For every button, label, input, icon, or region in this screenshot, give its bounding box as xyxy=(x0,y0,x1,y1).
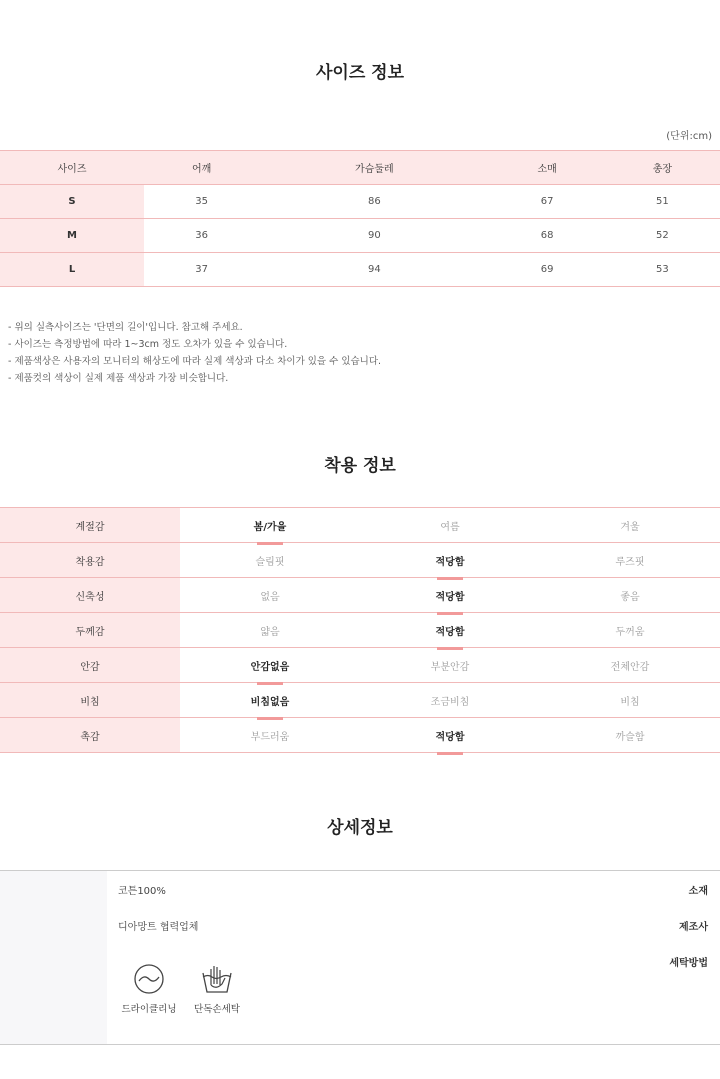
fit-label: 신축성 xyxy=(0,578,180,613)
wash-item-label: 드라이클리닝 xyxy=(121,1004,177,1015)
fit-option xyxy=(540,543,720,578)
fit-option xyxy=(360,543,540,578)
fit-option xyxy=(180,543,360,578)
header-cell: 가슴둘레 xyxy=(259,151,489,185)
size-table-header xyxy=(0,151,720,185)
note-line: - 사이즈는 측정방법에 따라 1~3cm 정도 오차가 있을 수 있습니다. xyxy=(8,339,288,350)
note-line: - 제품컷의 색상이 실제 제품 색상과 가장 비슷합니다. xyxy=(8,373,229,384)
header-cell: 총장 xyxy=(605,151,720,185)
fit-option xyxy=(180,508,360,543)
fit-table xyxy=(0,507,720,753)
fit-label: 두께감 xyxy=(0,613,180,648)
size-label: L xyxy=(0,253,144,287)
table-cell: 35 xyxy=(144,185,259,219)
fit-option-label: 비침 xyxy=(620,696,640,708)
table-cell: 69 xyxy=(490,253,605,287)
size-label: S xyxy=(0,185,144,219)
wash-item-label: 단독손세탁 xyxy=(194,1004,240,1015)
fit-option-label: 전체안감 xyxy=(610,661,650,673)
size-table xyxy=(0,150,720,287)
table-cell: 53 xyxy=(605,253,720,287)
fit-option-label: 얇음 xyxy=(260,626,280,638)
fit-option xyxy=(540,648,720,683)
fit-option xyxy=(540,578,720,613)
fit-option xyxy=(180,683,360,718)
table-row xyxy=(0,718,720,753)
table-row xyxy=(0,508,720,543)
header-cell: 어깨 xyxy=(144,151,259,185)
table-row xyxy=(0,683,720,718)
note-line: - 제품색상은 사용자의 모니터의 해상도에 따라 실제 색상과 다소 차이가 있을 수 있습니다. xyxy=(8,356,382,367)
table-row xyxy=(0,543,720,578)
wash-item-hand-wash xyxy=(182,963,252,1015)
note-line: - 위의 실측사이즈는 '단면의 길이'입니다. 참고해 주세요. xyxy=(8,322,243,333)
fit-option xyxy=(540,718,720,753)
fit-option-label: 겨울 xyxy=(620,521,640,533)
table-row xyxy=(0,613,720,648)
fit-option xyxy=(180,718,360,753)
fit-label: 안감 xyxy=(0,648,180,683)
fit-option xyxy=(360,578,540,613)
fit-option-label: 적당함 xyxy=(436,588,465,603)
fit-option xyxy=(540,508,720,543)
fit-option xyxy=(360,718,540,753)
fit-option xyxy=(180,648,360,683)
fit-option xyxy=(360,648,540,683)
fit-option-label: 없음 xyxy=(260,591,280,603)
fit-option xyxy=(540,683,720,718)
table-cell: 86 xyxy=(259,185,489,219)
fit-option-label: 조금비침 xyxy=(430,696,470,708)
detail-section-title: 상세정보 xyxy=(327,818,393,838)
fit-option-label: 슬림핏 xyxy=(255,556,285,568)
fit-option-label: 적당함 xyxy=(436,553,465,568)
fit-option-label: 까슬함 xyxy=(615,731,645,743)
maker-value: 디아망트 협력업체 xyxy=(118,922,199,933)
table-row xyxy=(0,253,720,287)
header-cell: 사이즈 xyxy=(0,151,144,185)
fit-option-label: 부드러움 xyxy=(250,731,290,743)
fit-option-label: 좋음 xyxy=(620,591,640,603)
fit-option-label: 봄/가을 xyxy=(254,518,287,533)
size-label: M xyxy=(0,219,144,253)
size-notes xyxy=(8,319,381,387)
unit-label: (단위:cm) xyxy=(666,131,712,142)
fit-option-label: 루즈핏 xyxy=(615,556,645,568)
fit-label: 착용감 xyxy=(0,543,180,578)
table-row xyxy=(0,219,720,253)
detail-table xyxy=(0,870,720,1045)
wash-label: 세탁방법 xyxy=(669,958,708,969)
fit-label: 비침 xyxy=(0,683,180,718)
table-row xyxy=(0,578,720,613)
material-label: 소재 xyxy=(688,886,708,897)
fit-option-label: 적당함 xyxy=(436,623,465,638)
fit-option xyxy=(180,613,360,648)
table-cell: 36 xyxy=(144,219,259,253)
table-row xyxy=(0,648,720,683)
material-value: 코튼100% xyxy=(118,886,166,897)
fit-label: 촉감 xyxy=(0,718,180,753)
fit-option xyxy=(540,613,720,648)
hand-wash-icon xyxy=(200,963,234,995)
fit-option-label: 여름 xyxy=(440,521,460,533)
table-cell: 37 xyxy=(144,253,259,287)
table-row xyxy=(0,185,720,219)
fit-option xyxy=(180,578,360,613)
table-cell: 67 xyxy=(490,185,605,219)
fit-option-label: 부분안감 xyxy=(430,661,470,673)
fit-section-title: 착용 정보 xyxy=(324,456,396,476)
fit-option xyxy=(360,683,540,718)
header-cell: 소매 xyxy=(490,151,605,185)
fit-option-label: 두꺼움 xyxy=(615,626,645,638)
table-cell: 90 xyxy=(259,219,489,253)
fit-option-label: 안감없음 xyxy=(251,658,290,673)
fit-option-label: 비침없음 xyxy=(251,693,290,708)
table-cell: 68 xyxy=(490,219,605,253)
dry-clean-icon xyxy=(133,963,165,995)
wash-item-dry-clean xyxy=(114,963,184,1015)
detail-label-column xyxy=(0,871,107,1044)
table-cell: 51 xyxy=(605,185,720,219)
fit-option xyxy=(360,613,540,648)
table-cell: 52 xyxy=(605,219,720,253)
fit-label: 계절감 xyxy=(0,508,180,543)
maker-label: 제조사 xyxy=(679,922,708,933)
size-section-title: 사이즈 정보 xyxy=(315,63,405,83)
table-cell: 94 xyxy=(259,253,489,287)
fit-option xyxy=(360,508,540,543)
fit-option-label: 적당함 xyxy=(436,728,465,743)
